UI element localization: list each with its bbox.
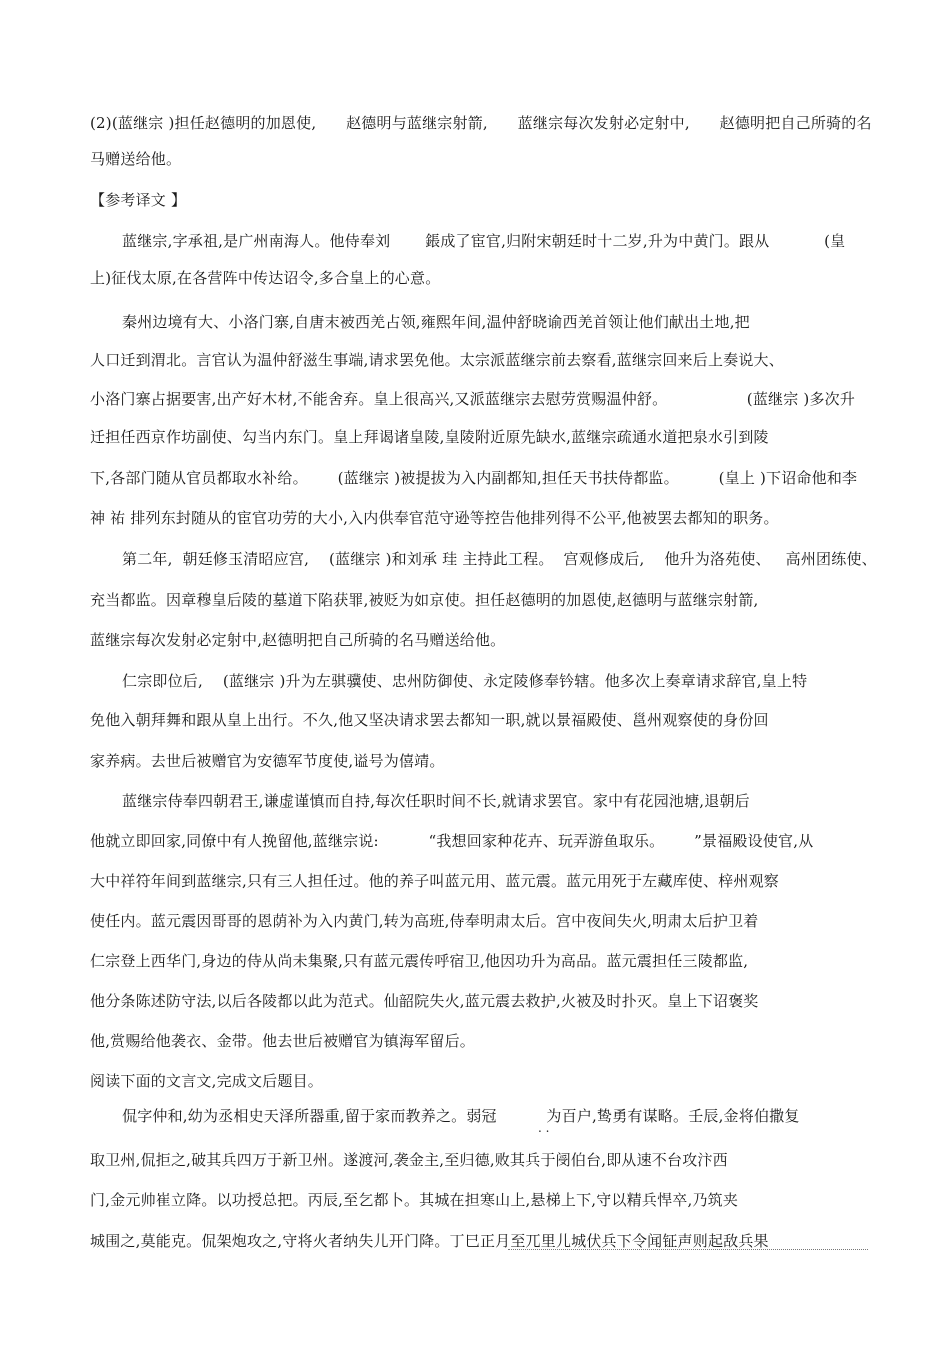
translation-line: 仁宗登上西华门,身边的侍从尚未集聚,只有蓝元震传呼宿卫,他因功升为高品。蓝元震担任三陵都监, <box>90 952 749 970</box>
translation-line: 下,各部门随从官员都取水补给。 (蓝继宗 )被提拔为入内副都知,担任天书扶侍都监。 (皇上 )下诏命他和李 <box>90 469 858 487</box>
translation-line: 神 祐 排列东封随从的宦官功劳的大小,入内供奉官范守逊等控告他排列得不公平,他被罢去都知的职务。 <box>90 509 779 527</box>
classical-text-line: 城围之,莫能克。侃架炮攻之,守将火者纳失儿开门降。丁巳正月至兀里儿城伏兵下令闻钲声则起敌兵果 <box>90 1232 769 1250</box>
exercise-intro: 阅读下面的文言文,完成文后题目。 <box>90 1072 323 1090</box>
translation-line: 家养病。去世后被赠官为安德军节度使,谥号为僖靖。 <box>90 752 445 770</box>
translation-line: 人口迁到渭北。言官认为温仲舒滋生事端,请求罢免他。太宗派蓝继宗前去察看,蓝继宗回来后上奏说大、 <box>90 351 784 369</box>
translation-line: 小洛门寨占据要害,出产好木材,不能舍弃。皇上很高兴,又派蓝继宗去慰劳赏赐温仲舒。 (蓝继宗 )多次升 <box>90 390 856 408</box>
squiggle-underline <box>508 1246 868 1250</box>
translation-line: 蓝继宗每次发射必定射中,赵德明把自己所骑的名马赠送给他。 <box>90 631 506 649</box>
translation-line: 仁宗即位后, (蓝继宗 )升为左骐骥使、忠州防御使、永定陵修奉钤辖。他多次上奏章请求辞官,皇上特 <box>122 672 808 690</box>
translation-line: 免他入朝拜舞和跟从皇上出行。不久,他又坚决请求罢去都知一职,就以景福殿使、邕州观察使的身份回 <box>90 711 769 729</box>
translation-line: 蓝继宗侍奉四朝君王,谦虚谨慎而自持,每次任职时间不长,就请求罢官。家中有花园池塘,退朝后 <box>122 792 750 810</box>
classical-text-line: 门,金元帅崔立降。以功授总把。丙辰,至乞都卜。其城在担寒山上,悬梯上下,守以精兵悍卒,乃筑夹 <box>90 1191 739 1209</box>
translation-line: 大中祥符年间到蓝继宗,只有三人担任过。他的养子叫蓝元用、蓝元震。蓝元用死于左藏库使、梓州观察 <box>90 872 779 890</box>
translation-line: 秦州边境有大、小洛门寨,自唐末被西羌占领,雍熙年间,温仲舒晓谕西羌首领让他们献出土地,把 <box>122 313 750 331</box>
translation-line: 他就立即回家,同僚中有人挽留他,蓝继宗说: “我想回家种花卉、玩弄游鱼取乐。 ”景福殿设使官,从 <box>90 832 814 850</box>
classical-text-line: 取卫州,侃拒之,破其兵四万于新卫州。遂渡河,袭金主,至归德,败其兵于阌伯台,即从速不台攻汴西 <box>90 1151 728 1169</box>
translation-line: 他分条陈述防守法,以后各陵都以此为范式。仙韶院失火,蓝元震去救护,火被及时扑灭。皇上下诏褒奖 <box>90 992 759 1010</box>
emphasis-dots: . . <box>538 1121 550 1135</box>
translation-line: 充当都监。因章穆皇后陵的墓道下陷获罪,被贬为如京使。担任赵德明的加恩使,赵德明与蓝继宗射箭, <box>90 591 759 609</box>
classical-text-line: 侃字仲和,幼为丞相史天泽所器重,留于家而教养之。弱冠 为百户,鸷勇有谋略。壬辰,金将伯撒复 <box>122 1107 800 1125</box>
answer-line: (2)(蓝继宗 )担任赵德明的加恩使, 赵德明与蓝继宗射箭, 蓝继宗每次发射必定射中, 赵德明把自己所骑的名 <box>90 114 872 132</box>
answer-line: 马赠送给他。 <box>90 150 182 168</box>
translation-line: 蓝继宗,字承祖,是广州南海人。他侍奉刘 鋹成了宦官,归附宋朝廷时十二岁,升为中黄门。跟从 (皇 <box>122 232 846 250</box>
translation-line: 使任内。蓝元震因哥哥的恩荫补为入内黄门,转为高班,侍奉明肃太后。宫中夜间失火,明肃太后护卫着 <box>90 912 759 930</box>
translation-line: 第二年, 朝廷修玉清昭应宫, (蓝继宗 )和刘承 珪 主持此工程。 宫观修成后, 他升为洛苑使、 高州团练使、 <box>122 550 877 568</box>
translation-line: 上)征伐太原,在各营阵中传达诏令,多合皇上的心意。 <box>90 269 441 287</box>
translation-line: 迁担任西京作坊副使、勾当内东门。皇上拜谒诸皇陵,皇陵附近原先缺水,蓝继宗疏通水道把泉水引到陵 <box>90 428 769 446</box>
section-heading: 【参考译文 】 <box>90 191 187 209</box>
translation-line: 他,赏赐给他袭衣、金带。他去世后被赠官为镇海军留后。 <box>90 1032 475 1050</box>
